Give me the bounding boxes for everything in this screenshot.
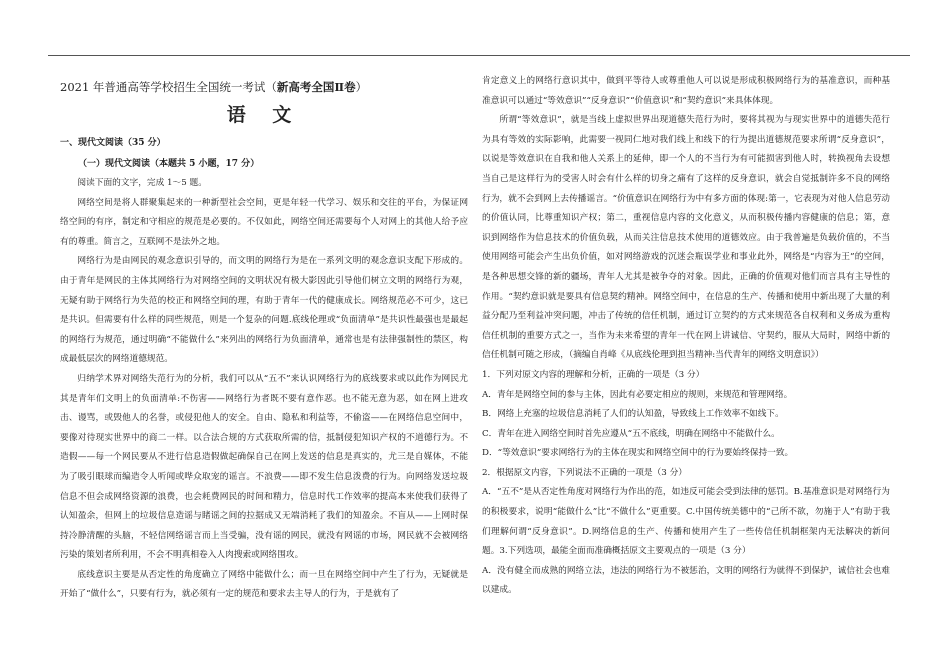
section-heading: 一、现代文阅读（35 分） <box>60 138 166 148</box>
question-2-stem: 2．根据原文内容，下列说法不正确的一项是（3 分） <box>482 467 687 478</box>
passage-paragraph-3: 归纳学术界对网络失范行为的分析，我们可以从“五不”来认识网络行为的底线要求或以此作为网民尤其是青年们文明上的负面清单:不伤害——网络行为者既不要有意作恶。也不能无意为恶，如在网上进攻击、谩骂，或毁他人的名誉，或侵犯他人的安全。自由、隐私和利益等，不偷盗——在网络信息空间中，要像对待现实世界中的商二一样。以合法合规的方式获取所需的信，抵制侵犯知识产权的不道德行为。不造假——每一个网民要从不进行信息造假做起确保自己在网上发送的信息是真实的，尤三是自媒体，不能为了吸引眼球而编造令人听闻或哗众取宠的谣言。不浪费——即不发生信息泼费的行为。向网络发送垃圾信息不但会成网络资源的浪费，也会耗费网民的时间和精力，信息时代工作效率的提高本来使我们获得了认知盈余，但网上的垃圾信息造谣与睹谣之间的拉据成又无端消耗了我们的知盈余。不盲从——上网时保持冷静清醒的头脑，不轻信网络谣言而上当受骗，没有谣的网民，就没有网谣的市场，网民就不会被网络污染的策划者所利用，不会不明真相卷入人肉搜索或网络围攻。 <box>60 373 468 561</box>
question-1-stem: 1．下列对原文内容的理解和分析，正确的一项是（3 分） <box>482 369 705 380</box>
question-1-option-b: B．网络上充塞的垃圾信息消耗了人们的认知盈，导致线上工作效率不如线下。 <box>482 409 784 420</box>
passage-paragraph-5: 肯定意义上的网络行意识其中，做到平等待人或尊重他人可以说是形成积极网络行为的基准意识，而种基准意识可以通过“等效意识”“反身意识”“价值意识”和“契约意识”来具体体现。 <box>482 76 890 106</box>
passage-paragraph-2: 网络行为是由网民的观念意识引导的，而文明的网络行为是在一系列文明的观念意识支配下形成的。由于青年是网民的主体其网络行为对网络空间的文明状况有极大影因此引导他们树立文明的网络行为观，无疑有助于网络行为失范的校正和网络空间的理，有助于青年一代的健康成长。网络规范必不可少，这已是共识。但需要有什么样的同些规范，则是一个复杂的问题.底线伦理或“负面清单”是共识性最强也是最起的网络行为规范，通过明确“不能做什么”来列出的网络行为负面清单，通常也是有法律强制性的禁区，构成最低层次的网络道德规范。 <box>60 256 468 365</box>
passage-paragraph-6: 所谓“等效意识”，就是当线上虚拟世界出现道德失范行为时，要将其视为与现实世界中的道德失范行为具有等效的实际影响，此需要一视同仁地对我们线上和线下的行为提出道德规范要求所谓“反身意识”，以说是等效意识在自我和他人关系上的延伸，即一个人的不当行为有可能损害到他人时，转换视角去设想当自己是这样行为的受害人时会有什么样的切身之痛有了这样的反身意识，就会自觉抵制许多不良的网络行为，就不会到网上去传播谣言。“价值意识在网络行为中有多方面的体现:第一，它表现为对他人信息劳动的价值认同，比尊重知识产权；第二，重视信息内容的文化意义，从而积极传播内容健康的信息；第，意识到网络作为信息技术的价值负载，从而关注信息技术使用的道德效应。由于我普遍是负载价值的，不当使用网络可能会产生出负价值，如对网络游戏的沉迷会瓶误学业和事业此外，网络是“内容为王”的空间，是各种思想交锋的新的疆场，青年人尤其是被争夺的对象。因此，正确的价值观对他们而言具有主导性的作用。“契约意识就是要具有信息契约精神。网络空间中，在信息的生产、传播和使用中新出现了大量的利益分配乃至利益冲突问题，冲击了传统的信任机制，通过订立契约的方式来规范各自权利和义务成为重构信任机制的重要方式之一，当作为未来希望的青年一代在网上讲诚信、守契约，服从大局时，网络中新的信任机制可随之形成，（摘编自肖峰《从底线伦理到担当精神:当代青年的网络文明意识》） <box>482 115 890 361</box>
exam-title-text: 2021 年普通高等学校招生全国统一考试（ <box>60 80 277 94</box>
top-rule <box>48 55 910 56</box>
question-3-option-a: A．没有健全而成熟的网络立法，违法的网络行为不被惩治，文明的网络行为就得不到保护，诚信社会也难以建成。 <box>482 565 890 596</box>
question-1-option-d: D．“等效意识”要求网络行为的主体在现实和网络空间中的行为要始终保持一致。 <box>482 448 794 459</box>
right-column <box>482 72 890 601</box>
question-1-option-c: C．青年在进入网络空间时首先应遵从“五不底线，明确在网络中不能做什么。 <box>482 428 780 439</box>
question-1-option-a: A．青年是网络空间的参与主体，因此有必要定相应的规则，来规范和管理网络。 <box>482 389 793 400</box>
left-column <box>60 72 468 605</box>
exam-title <box>60 76 468 98</box>
subsection-heading: （一）现代文阅读（本题共 5 小题，17 分） <box>78 159 260 169</box>
exam-title-close: ） <box>355 80 368 94</box>
passage-paragraph-1: 网络空间是将人群聚集起来的一种新型社会空间，更是年轻一代学习、娱乐和交往的平台，为保证网络空间的有序，制定和守相应的规范是必要的。不仅如此，网络空间还需要每个人对网上的其他人给予应有的尊重。简言之，互联网不是法外之地。 <box>60 197 468 247</box>
exam-title-bold: 新高考全国Ⅱ卷 <box>276 80 356 94</box>
instruction: 阅读下面的文字，完成 1～5 题。 <box>77 178 207 188</box>
subject-title: 语 文 <box>226 104 302 126</box>
passage-paragraph-4: 底线意识主要是从否定性的角度确立了网络中能做什么；而一旦在网络空间中产生了行为，无疑就是开始了“做什么”，只要有行为，就必须有一定的规范和要求去主导人的行为，于是就有了 <box>60 569 468 600</box>
question-2-options: A．“五不”是从否定性角度对网络行为作出的范，如违反可能会受到法律的惩罚。B.基准意识是对网络行为的积极要求，说明“能做什么”比“不做什么”更重要。C.中国传统美德中的“己所不欲，勿施于人”有助于我们理解何谓“反身意识”。D.网络信息的生产、传播和使用产生了一些传信任机制框架内无法解决的新问题。3.下列选项，最能全面而准确概括原文主要观点的一项是（3 分） <box>482 487 890 557</box>
